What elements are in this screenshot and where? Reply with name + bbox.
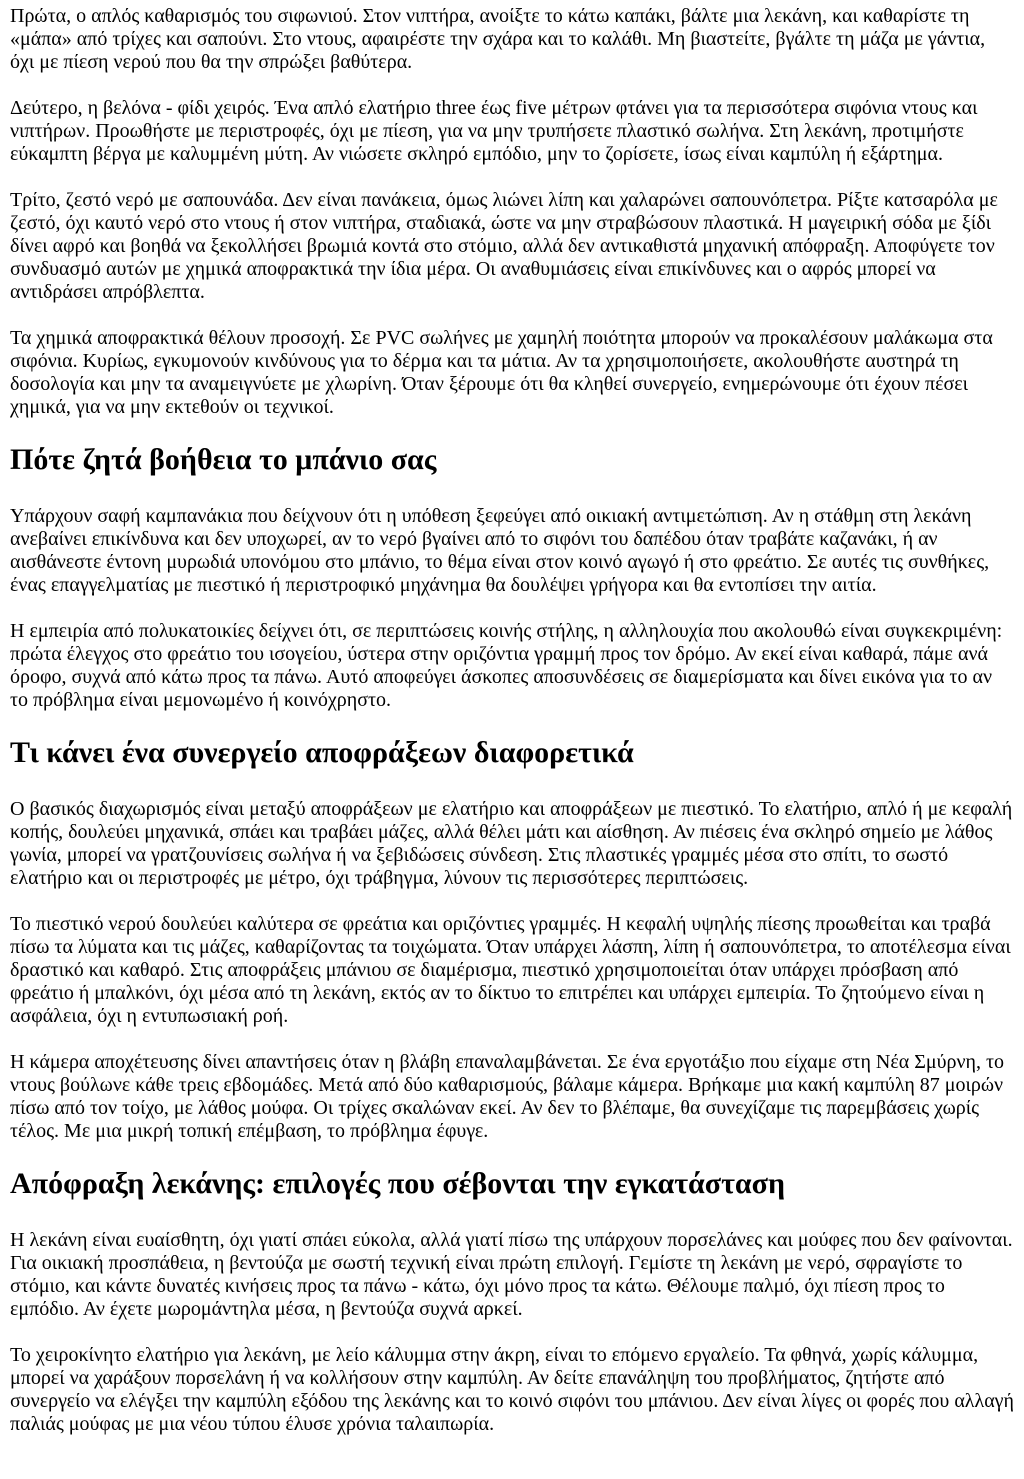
paragraph-plunger-technique: Η λεκάνη είναι ευαίσθητη, όχι γιατί σπάει εύκολα, αλλά γιατί πίσω της υπάρχουν πορσελάνες και μούφες που δεν φαίνονται. Για οικιακή προσπάθεια, η βεντούζα με σωστή τεχνική είναι πρώτη επιλογή. Γεμίστε τη λεκάνη με νερό, σφραγίστε το στόμιο, και κάντε δυνατές κινήσεις προς τα πάνω - κάτω, όχι μόνο προς τα κάτω. Θέλουμε παλμό, όχι πίεση προς το εμπόδιο. Αν έχετε μωρομάντηλα μέσα, η βεντούζα συχνά αρκεί. <box>10 1229 1013 1320</box>
paragraph-hot-water-soda: Τρίτο, ζεστό νερό με σαπουνάδα. Δεν είναι πανάκεια, όμως λιώνει λίπη και χαλαρώνει σαπουνόπετρα. Ρίξτε κατσαρόλα με ζεστό, όχι καυτό νερό στο ντους ή στον νιπτήρα, σταδιακά, ώστε να μην στραβώσουν πλαστικά. Η μαγειρική σόδα με ξίδι δίνει αφρό και βοηθά να ξεκολλήσει βρωμιά κοντά στο στόμιο, αλλά δεν αντικαθιστά μηχανική απόφραξη. Αποφύγετε τον συνδυασμό αυτών με χημικά αποφρακτικά την ίδια μέρα. Οι αναθυμιάσεις είναι επικίνδυνες και ο αφρός μπορεί να αντιδράσει απρόβλεπτα. <box>10 189 998 303</box>
paragraph-warning-signs: Υπάρχουν σαφή καμπανάκια που δείχνουν ότι η υπόθεση ξεφεύγει από οικιακή αντιμετώπιση. Αν η στάθμη στη λεκάνη ανεβαίνει επικίνδυνα και δεν υποχωρεί, αν το νερό βγαίνει από το σιφόνι του δαπέδου όταν τραβάτε καζανάκι, ή αν αισθάνεστε έντονη μυρωδιά υπονόμου στο μπάνιο, το θέμα είναι στον κοινό αγωγό ή στο φρεάτιο. Σε αυτές τις συνθήκες, ένας επαγγελματίας με πιεστικό ή περιστροφικό μηχάνημα θα δουλέψει γρήγορα και θα εντοπίσει την αιτία. <box>10 505 990 596</box>
paragraph-water-jetter: Το πιεστικό νερού δουλεύει καλύτερα σε φρεάτια και οριζόντιες γραμμές. Η κεφαλή υψηλής πίεσης προωθείται και τραβά πίσω τα λύματα και τις μάζες, καθαρίζοντας τα τοιχώματα. Όταν υπάρχει λάσπη, λίπη ή σαπουνόπετρα, το αποτέλεσμα είναι δραστικό και καθαρό. Στις αποφράξεις μπάνιου σε διαμέρισμα, πιεστικό χρησιμοποιείται όταν υπάρχει πρόσβαση από φρεάτιο ή μπαλκόνι, όχι μέσα από τη λεκάνη, εκτός αν το δίκτυο το επιτρέπει και υπάρχει εμπειρία. Το ζητούμενο είναι η ασφάλεια, όχι η εντυπωσιακή ροή. <box>10 913 1011 1027</box>
paragraph-toilet-auger: Το χειροκίνητο ελατήριο για λεκάνη, με λείο κάλυμμα στην άκρη, είναι το επόμενο εργαλείο. Τα φθηνά, χωρίς κάλυμμα, μπορεί να χαράξουν πορσελάνη ή να κολλήσουν στην καμπύλη. Αν δείτε επανάληψη του προβλήματος, ζητήστε από συνεργείο να ελέγξει την καμπύλη εξόδου της λεκάνης και το κοινό σιφόνι του μπάνιου. Δεν είναι λίγες οι φορές που αλλαγή παλιάς μούφας με μια νέου τύπου έλυσε χρόνια ταλαιπωρία. <box>10 1344 1014 1435</box>
paragraph-sewer-camera-case: Η κάμερα αποχέτευσης δίνει απαντήσεις όταν η βλάβη επαναλαμβάνεται. Σε ένα εργοτάξιο που είχαμε στη Νέα Σμύρνη, το ντους βούλωνε κάθε τρεις εβδομάδες. Μετά από δύο καθαρισμούς, βάλαμε κάμερα. Βρήκαμε μια κακή καμπύλη 87 μοιρών πίσω από τον τοίχο, με λάθος μούφα. Οι τρίχες σκαλώναν εκεί. Αν δεν το βλέπαμε, θα συνεχίζαμε τις παρεμβάσεις χωρίς τέλος. Με μια μικρή τοπική επέμβαση, το πρόβλημα έφυγε. <box>10 1051 1005 1142</box>
section-heading-toilet-unblocking-options: Απόφραξη λεκάνης: επιλογές που σέβονται την εγκατάσταση <box>10 1167 786 1200</box>
paragraph-siphon-cleaning: Πρώτα, ο απλός καθαρισμός του σιφωνιού. Στον νιπτήρα, ανοίξτε το κάτω καπάκι, βάλτε μια λεκάνη, και καθαρίστε τη «μάπα» από τρίχες και σαπούνι. Στο ντους, αφαιρέστε την σχάρα και το καλάθι. Μη βιαστείτε, βγάλτε τη μάζα με γάντια, όχι με πίεση νερού που θα την σπρώξει βαθύτερα. <box>10 5 986 73</box>
paragraph-apartment-building-experience: Η εμπειρία από πολυκατοικίες δείχνει ότι, σε περιπτώσεις κοινής στήλης, η αλληλουχία που ακολουθώ είναι συγκεκριμένη: πρώτα έλεγχος στο φρεάτιο του ισογείου, ύστερα στην οριζόντια γραμμή προς τον δρόμο. Αν εκεί είναι καθαρά, πάμε ανά όροφο, συχνά από κάτω προς τα πάνω. Αυτό αποφεύγει άσκοπες αποσυνδέσεις σε διαμερίσματα και δίνει εικόνα για το αν το πρόβλημα είναι μεμονωμένο ή κοινόχρηστο. <box>10 620 1003 711</box>
section-heading-when-bathroom-needs-help: Πότε ζητά βοήθεια το μπάνιο σας <box>10 443 437 476</box>
paragraph-spring-vs-jetter: Ο βασικός διαχωρισμός είναι μεταξύ αποφράξεων με ελατήριο και αποφράξεων με πιεστικό. Το ελατήριο, απλό ή με κεφαλή κοπής, δουλεύει μηχανικά, σπάει και τραβάει μάζες, αλλά θέλει μάτι και αίσθηση. Αν πιέσεις ένα σκληρό σημείο με λάθος γωνία, μπορεί να γρατζουνίσεις σωλήνα ή να ξεβιδώσεις σύνδεση. Στις πλαστικές γραμμές μέσα στο σπίτι, το σωστό ελατήριο και οι περιστροφές με μέτρο, όχι τράβηγμα, λύνουν τις περισσότερες περιπτώσεις. <box>10 798 1013 889</box>
paragraph-chemical-cleaners: Τα χημικά αποφρακτικά θέλουν προσοχή. Σε PVC σωλήνες με χαμηλή ποιότητα μπορούν να προκαλέσουν μαλάκωμα στα σιφόνια. Κυρίως, εγκυμονούν κινδύνους για το δέρμα και τα μάτια. Αν τα χρησιμοποιήσετε, ακολουθήστε αυστηρά τη δοσολογία και μην τα αναμειγνύετε με χλωρίνη. Όταν ξέρουμε ότι θα κληθεί συνεργείο, ενημερώνουμε ότι έχουν πέσει χημικά, για να μην εκτεθούν οι τεχνικοί. <box>10 327 993 418</box>
paragraph-hand-snake: Δεύτερο, η βελόνα - φίδι χειρός. Ένα απλό ελατήριο three έως five μέτρων φτάνει για τα περισσότερα σιφόνια ντους και νιπτήρων. Προωθήστε με περιστροφές, όχι με πίεση, για να μην τρυπήσετε πλαστικό σωλήνα. Στη λεκάνη, προτιμήστε εύκαμπτη βέργα με καλυμμένη μύτη. Αν νιώσετε σκληρό εμπόδιο, μην το ζορίσετε, ίσως είναι καμπύλη ή εξάρτημα. <box>10 97 978 165</box>
section-heading-what-a-crew-does-differently: Τι κάνει ένα συνεργείο αποφράξεων διαφορετικά <box>10 736 634 769</box>
